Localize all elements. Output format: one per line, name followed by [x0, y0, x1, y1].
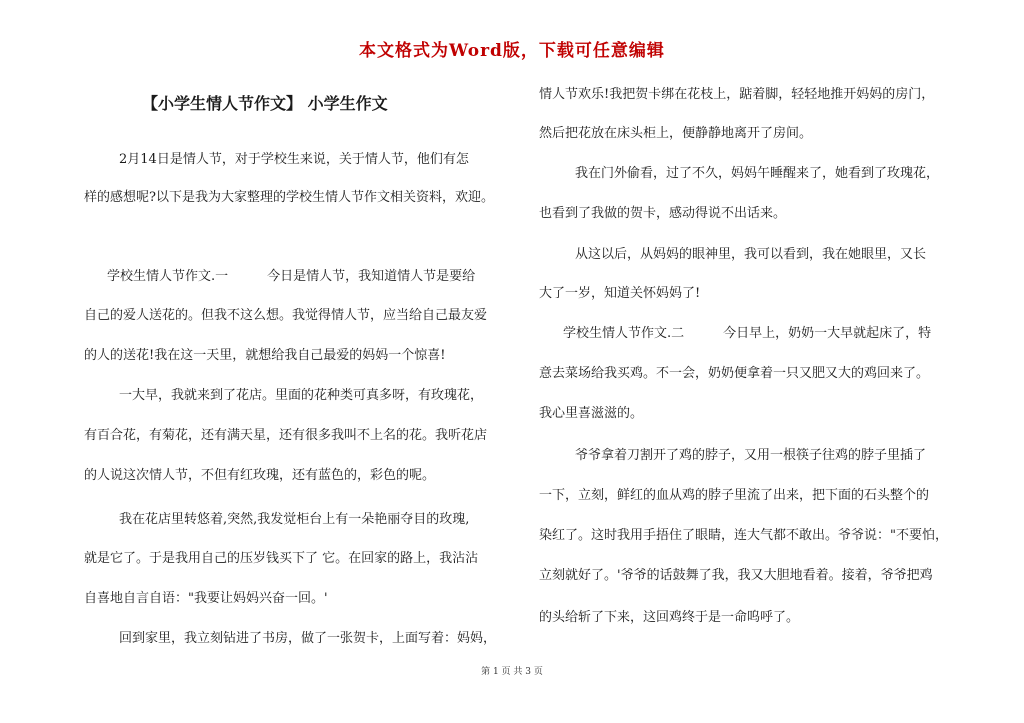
right-line-7: 学校生情人节作文.二 今日早上，奶奶一大早就起床了，特: [563, 326, 932, 341]
left-line-12: 回到家里，我立刻钻进了书房，做了一张贺卡，上面写着：妈妈，: [119, 631, 497, 646]
right-line-1: 情人节欢乐!我把贺卡绑在花枝上，踮着脚，轻轻地推开妈妈的房门，: [539, 87, 935, 102]
right-line-2: 然后把花放在床头柜上，便静静地离开了房间。: [539, 126, 813, 141]
right-line-14: 的头给斩了下来，这回鸡终于是一命呜呼了。: [539, 610, 800, 625]
right-line-6: 大了一岁，知道关怀妈妈了!: [539, 286, 701, 301]
left-line-3: 学校生情人节作文.一 今日是情人节，我知道情人节是要给: [107, 269, 476, 284]
left-line-7: 有百合花，有菊花，还有满天星，还有很多我叫不上名的花。我听花店: [84, 428, 488, 443]
right-line-8: 意去菜场给我买鸡。不一会，奶奶便拿着一只又肥又大的鸡回来了。: [539, 366, 930, 381]
left-line-8: 的人说这次情人节，不但有红玫瑰，还有蓝色的，彩色的呢。: [84, 468, 436, 483]
page-title: 【小学生情人节作文】 小学生作文: [142, 94, 388, 113]
left-line-11: 自喜地自言自语："我要让妈妈兴奋一回。': [84, 591, 328, 606]
left-line-10: 就是它了。于是我用自己的压岁钱买下了 它。在回家的路上，我沾沾: [84, 551, 479, 566]
left-line-6: 一大早，我就来到了花店。里面的花种类可真多呀，有玫瑰花，: [119, 388, 484, 403]
left-line-1: 2月14日是情人节，对于学校生来说，关于情人节，他们有怎: [119, 152, 469, 167]
left-line-9: 我在花店里转悠着,突然,我发觉柜台上有一朵艳丽夺目的玫瑰,: [119, 512, 470, 527]
right-line-9: 我心里喜滋滋的。: [539, 406, 644, 421]
left-line-4: 自己的爱人送花的。但我不这么想。我觉得情人节，应当给自己最友爱: [84, 308, 488, 323]
right-line-10: 爷爷拿着刀割开了鸡的脖子，又用一根筷子往鸡的脖子里插了: [575, 448, 927, 463]
right-line-12: 染红了。这时我用手捂住了眼睛，连大气都不敢出。爷爷说："不要怕，: [539, 528, 948, 543]
right-line-5: 从这以后，从妈妈的眼神里，我可以看到，我在她眼里，又长: [575, 247, 927, 262]
right-line-13: 立刻就好了。'爷爷的话鼓舞了我，我又大胆地看着。接着，爷爷把鸡: [539, 568, 933, 583]
right-line-11: 一下，立刻，鲜红的血从鸡的脖子里流了出来，把下面的石头整个的: [539, 488, 930, 503]
left-line-5: 的人的送花!我在这一天里，就想给我自己最爱的妈妈一个惊喜!: [84, 348, 446, 363]
page-footer: 第 1 页 共 3 页: [481, 667, 543, 677]
right-line-3: 我在门外偷看，过了不久，妈妈午睡醒来了，她看到了玫瑰花，: [575, 166, 940, 181]
header-banner: 本文格式为Word版，下载可任意编辑: [359, 41, 665, 61]
right-line-4: 也看到了我做的贺卡，感动得说不出话来。: [539, 206, 787, 221]
left-line-2: 样的感想呢?以下是我为大家整理的学校生情人节作文相关资料，欢迎。: [84, 190, 494, 205]
